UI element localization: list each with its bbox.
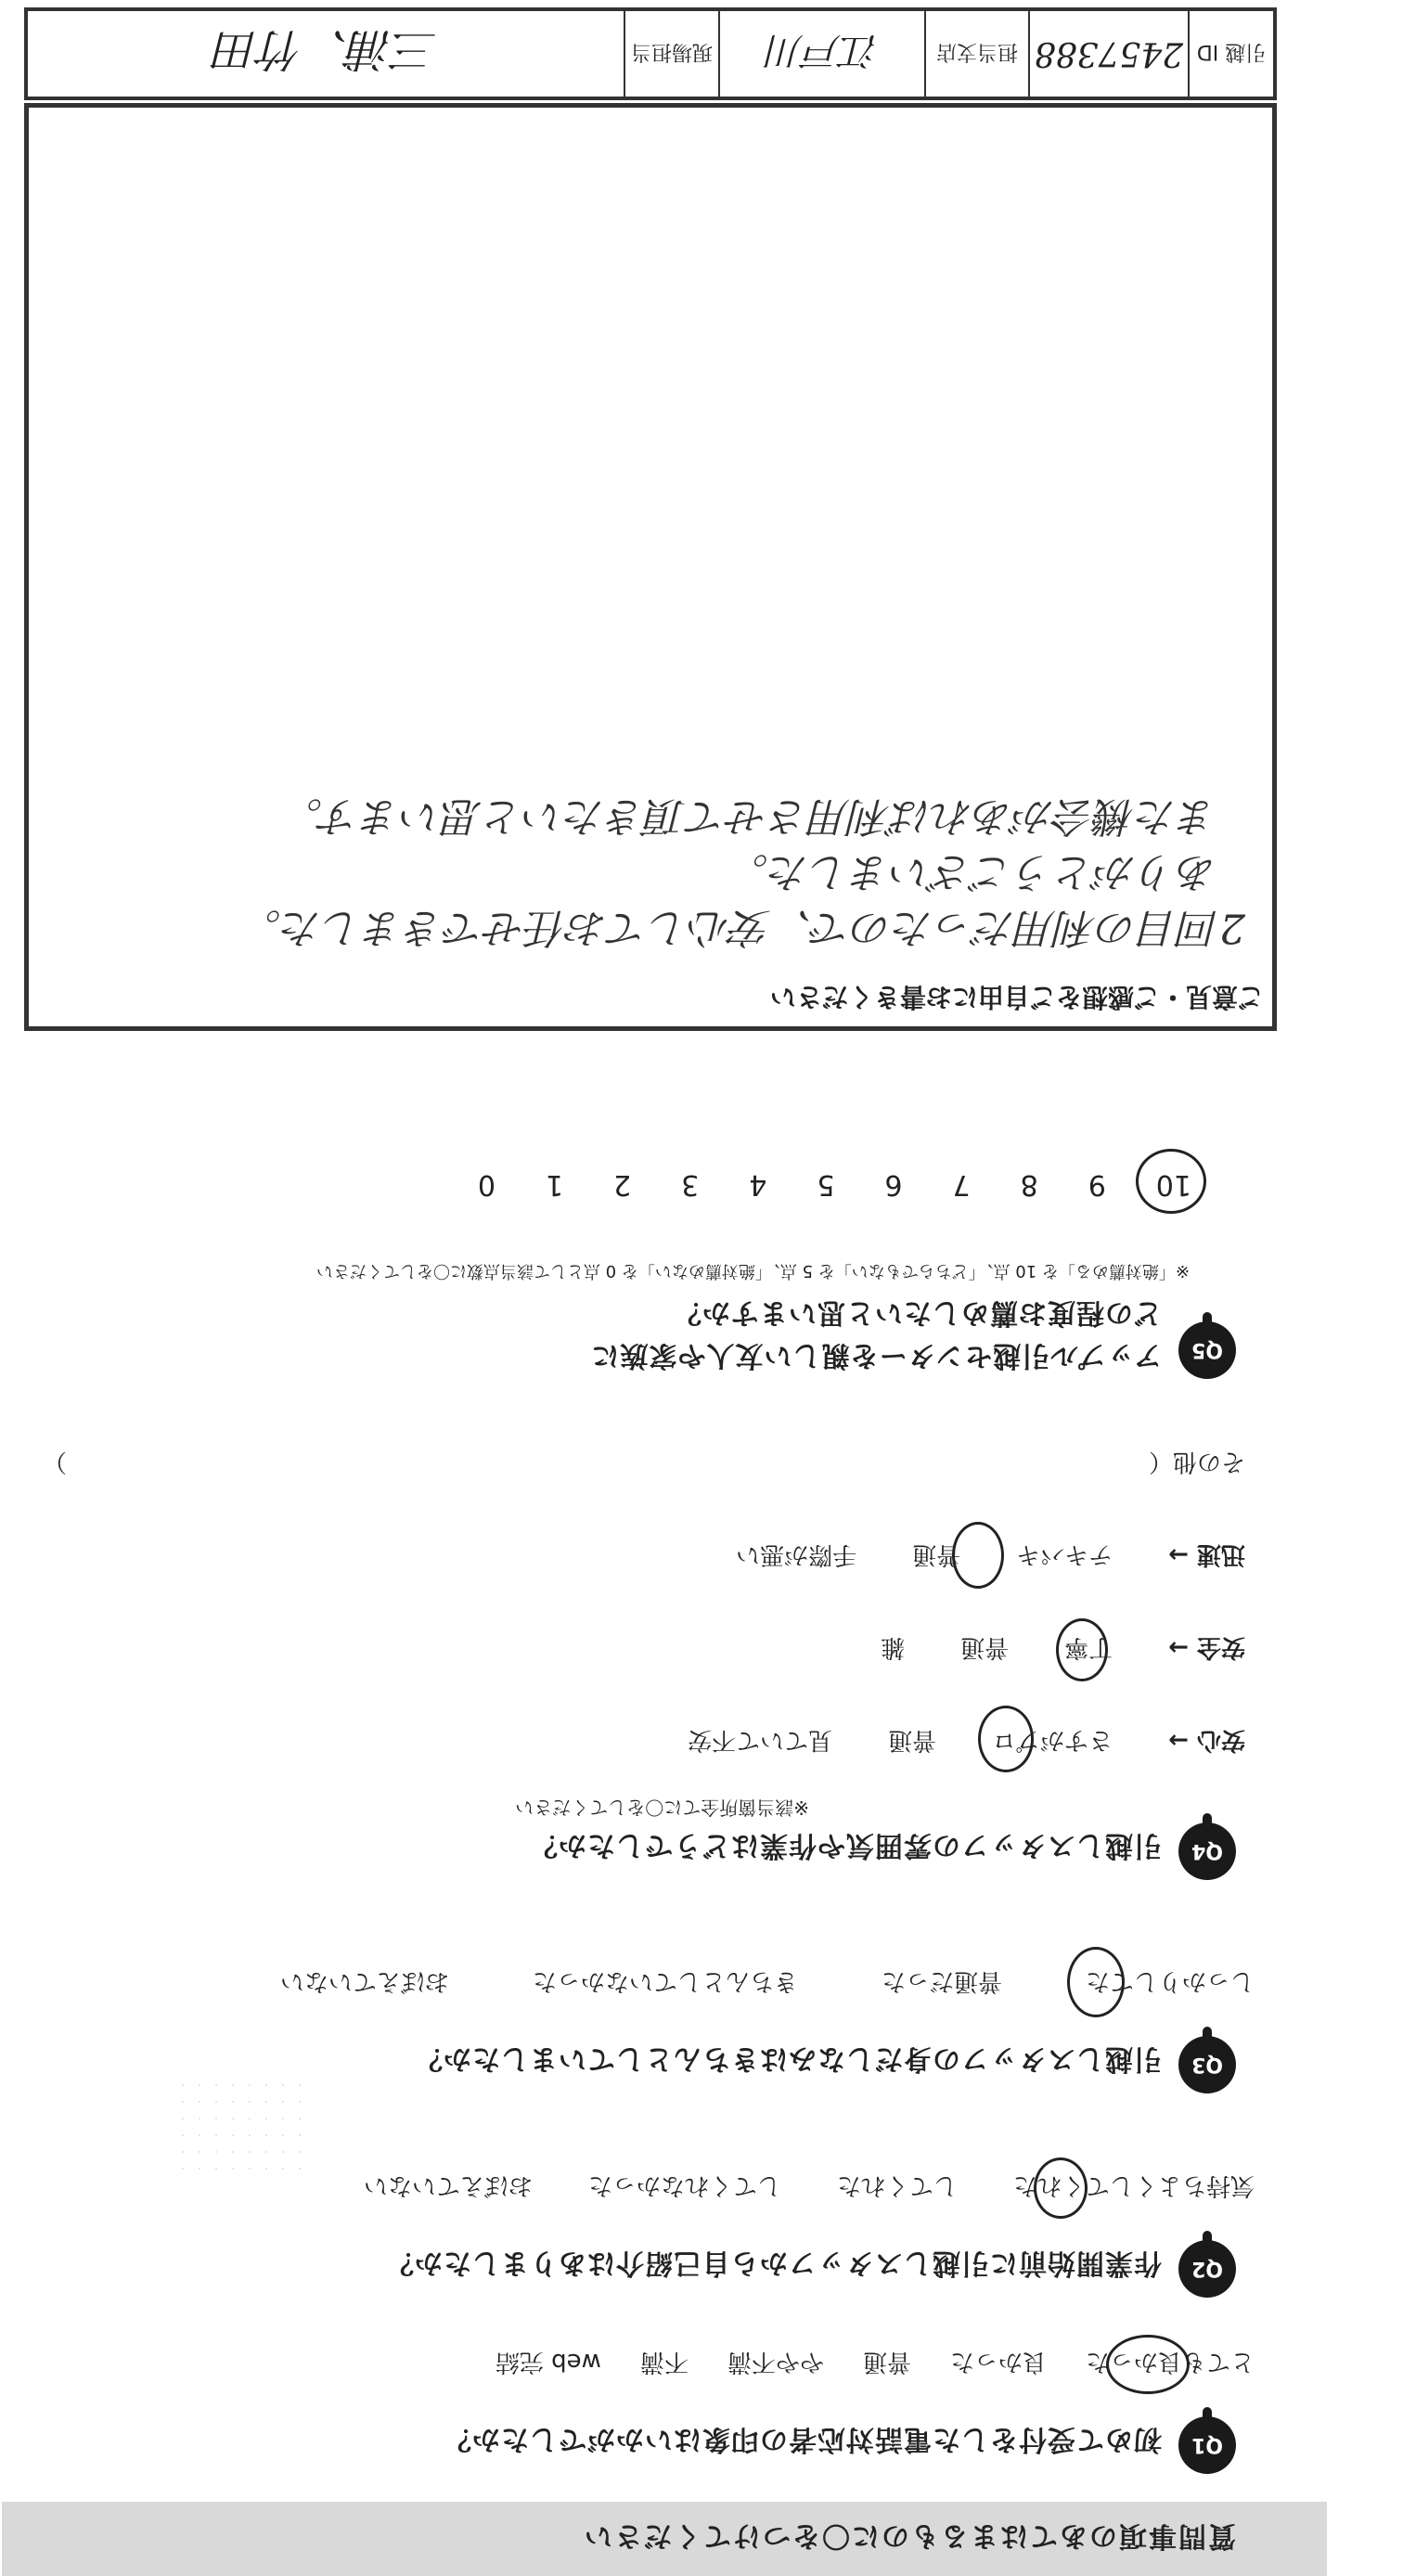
q4-row-label: 安心 → (1168, 1726, 1245, 1754)
score-3[interactable]: 3 (681, 1168, 700, 1201)
scan-smudge (178, 2075, 308, 2177)
branch-label: 担当支店 (926, 11, 1030, 97)
q2-question: 作業開始前に引越しスタッフから自己紹介はありましたか？ (385, 2247, 1162, 2279)
handwritten-line: ありがとうございました。 (727, 848, 1217, 895)
leader-label: 現場担当 (625, 11, 720, 97)
q4-option[interactable]: 手際が悪い (736, 1540, 857, 1568)
q1-option[interactable]: 良かった (949, 2348, 1047, 2376)
id-table (24, 7, 1277, 100)
q3-option[interactable]: 普通だった (881, 1967, 1002, 1995)
q1-option[interactable]: やや不満 (727, 2348, 824, 2376)
q4-question: 引越しスタッフの雰囲気や作業はどうでしたか？ (529, 1829, 1162, 1861)
q5-question-line1: アップル引越センターを親しい友人や家族に (590, 1339, 1162, 1372)
q2-option[interactable]: 気持ちよくしてくれた (1012, 2171, 1255, 2199)
q4-anzen-circle (1056, 1618, 1108, 1681)
score-8[interactable]: 8 (1020, 1168, 1038, 1201)
score-2[interactable]: 2 (613, 1168, 632, 1201)
q4-other-close: ） (42, 1448, 67, 1475)
q1-badge: Q1 (1178, 2416, 1236, 2474)
comment-label: ご意見・ご感想をご自由にお書きください (769, 982, 1264, 1012)
score-0[interactable]: 0 (477, 1168, 496, 1201)
q1-option[interactable]: 普通 (862, 2348, 911, 2376)
leader-value: 三浦、竹田 (28, 11, 625, 97)
q1-option[interactable]: web 完結 (495, 2348, 601, 2376)
q3-answer-circle (1067, 1947, 1125, 2017)
q2-option[interactable]: してくれなかった (587, 2171, 781, 2199)
q3-question: 引越しスタッフの身だしなみはきちんとしていましたか？ (414, 2042, 1162, 2075)
q4-option[interactable]: テキパキ (1016, 1540, 1113, 1568)
q4-other-label: その他（ (1148, 1448, 1245, 1475)
q4-option[interactable]: 普通 (960, 1633, 1010, 1661)
score-5[interactable]: 5 (817, 1168, 835, 1201)
handwritten-line: 2回目の利用だったので、安心してお任せできました。 (239, 904, 1245, 951)
handwritten-line: また機会があれば利用させて頂きたいと思います。 (281, 792, 1217, 840)
score-4[interactable]: 4 (749, 1168, 767, 1201)
q3-badge: Q3 (1178, 2036, 1236, 2093)
q5-answer-circle (1136, 1149, 1206, 1214)
q1-answer-circle (1106, 2335, 1190, 2394)
q3-option[interactable]: しっかりしてた (1085, 1967, 1255, 1995)
instruction-text: 質問事項のあてはまるものに〇をつけてください (583, 2519, 1236, 2552)
q1-option[interactable]: 不満 (639, 2348, 689, 2376)
q4-row-label: 迅速 → (1168, 1540, 1245, 1568)
q4-jinsoku-circle (952, 1522, 1004, 1589)
q5-note: ※「絶対薦める」を 10 点、「どちらでもない」を 5 点、「絶対薦めない」を 0 点として該当点数に〇をしてください (315, 1261, 1190, 1281)
q1-option[interactable]: とても良かった (1085, 2348, 1255, 2376)
q4-option[interactable]: 見ていて不安 (688, 1726, 833, 1754)
q2-option[interactable]: してくれた (836, 2171, 958, 2199)
q2-options (364, 2170, 1255, 2205)
score-9[interactable]: 9 (1088, 1168, 1106, 1201)
q5-question-line2: どの程度お薦めしたいと思いますか？ (673, 1296, 1162, 1329)
q4-note: ※該当箇所全てに〇をしてください (515, 1797, 809, 1819)
q4-option[interactable]: 普通 (912, 1540, 961, 1568)
q4-anshin-circle (978, 1706, 1034, 1772)
score-1[interactable]: 1 (545, 1168, 564, 1201)
q4-badge: Q4 (1178, 1823, 1236, 1880)
q4-option[interactable]: 普通 (888, 1726, 937, 1754)
q4-row-label: 安全 → (1168, 1633, 1245, 1661)
score-7[interactable]: 7 (952, 1168, 971, 1201)
id-label: 引越 ID (1196, 40, 1267, 64)
id-value: 2457388 (1030, 11, 1190, 97)
q4-option[interactable]: 雑 (881, 1633, 906, 1661)
q2-option[interactable]: おぼえていない (363, 2171, 533, 2199)
q2-answer-circle (1034, 2157, 1088, 2219)
branch-value: 江戸川 (720, 11, 926, 97)
q1-question: 初めて受付をした電話対応者の印象はいかがでしたか？ (443, 2423, 1162, 2455)
q3-option[interactable]: おぼえていない (279, 1967, 449, 1995)
q2-badge: Q2 (1178, 2240, 1236, 2298)
score-10[interactable]: 10 (1155, 1168, 1191, 1201)
q4-option[interactable]: さすがプロ (992, 1726, 1113, 1754)
score-6[interactable]: 6 (884, 1168, 903, 1201)
q5-badge: Q5 (1178, 1321, 1236, 1379)
q4-row-anshin (688, 1725, 1245, 1759)
q3-option[interactable]: きちんとしていなかった (532, 1967, 798, 1995)
q4-option[interactable]: 丁寧 (1064, 1633, 1113, 1661)
q5-scores (478, 1168, 1191, 1201)
